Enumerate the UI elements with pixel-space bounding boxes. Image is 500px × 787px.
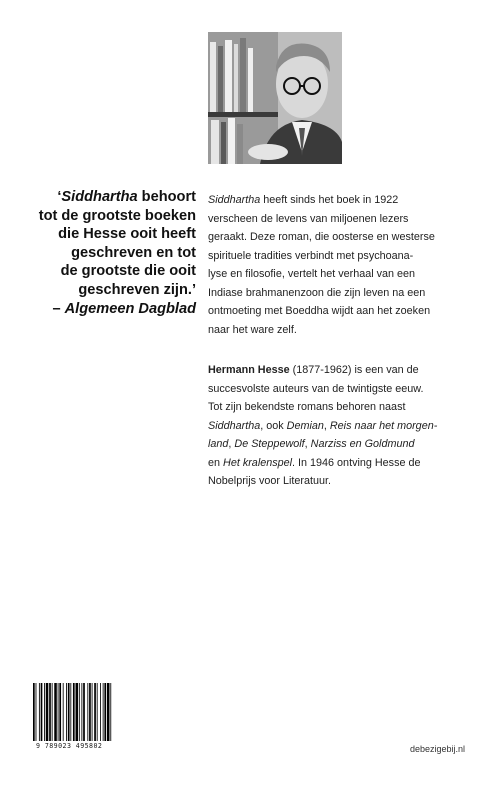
text-line: Hermann Hesse (1877-1962) is een van de [208,364,419,376]
text-line: geraakt. Deze roman, die oosterse en westerse [208,231,435,243]
barcode-bar [110,683,111,741]
publisher-url: debezigebij.nl [409,744,465,754]
barcode-bar [36,683,37,741]
barcode-bar [39,683,40,741]
barcode-bar [41,683,43,741]
text-line: spirituele tradities verbindt met psychoana- [208,249,414,262]
barcode-bar [107,683,110,741]
barcode-bar [59,683,61,741]
barcode-bar [63,683,64,741]
barcode-bar [104,683,106,741]
barcode-bar [89,683,91,741]
description-paragraph [208,191,468,339]
text-line: ontmoeting met Boeddha wijdt aan het zoeken [208,305,431,317]
barcode-bar [49,683,51,741]
barcode-bar [44,683,45,741]
quote-line: – Algemeen Dagblad [52,300,196,317]
barcode-bar [94,683,96,741]
barcode-bar [100,683,101,741]
quote-line: tot de grootste boeken [38,207,196,224]
barcode-bar [97,683,98,741]
text-line: land, De Steppewolf, Narziss en Goldmund [208,438,415,450]
text-line: Siddhartha heeft sinds het boek in 1922 [208,194,399,206]
text-line: naar het ware zelf. [208,323,297,336]
barcode-bar [79,683,80,741]
text-line: Nobelprijs voor Literatuur. [208,475,332,487]
text-line: en Het kralenspel. In 1946 ontving Hesse de [208,456,421,469]
barcode-bar [68,683,70,741]
barcode-bar [92,683,93,741]
text-line: lyse en filosofie, vertelt het verhaal van een [208,268,416,280]
barcode-bar [66,683,67,741]
quote-line: geschreven en tot [71,244,196,261]
text-line: Indiase brahmanenzoon die zijn leven na een [208,286,426,299]
barcode-bar [73,683,75,741]
author-bio-paragraph [208,361,468,491]
author-photo [208,32,342,164]
barcode-bar [76,683,79,741]
quote-line: geschreven zijn.’ [78,281,196,298]
quote-line: ‘Siddhartha behoort [57,189,196,205]
text-line: Siddhartha, ook Demian, Reis naar het morgen- [208,419,438,432]
text-line: verscheen de levens van miljoenen lezers [208,212,409,225]
barcode-bar [54,683,57,741]
quote-line: de grootste die ooit [60,263,196,280]
barcode-bar [83,683,85,741]
barcode-bar [46,683,49,741]
text-line: succesvolste auteurs van de twintigste eeuw. [208,382,424,395]
isbn-number: 9 789023 495802 [36,741,140,751]
quote-line: die Hesse ooit heeft [58,226,196,243]
quote-block [0,188,196,318]
barcode-bar [70,683,71,741]
barcode-bar [103,683,104,741]
text-line: Tot zijn bekendste romans behoren naast [208,401,406,413]
barcode-bar [52,683,53,741]
barcode-bar [87,683,88,741]
barcode-bar [33,683,35,741]
barcode-bar [58,683,59,741]
barcode-bar [81,683,82,741]
